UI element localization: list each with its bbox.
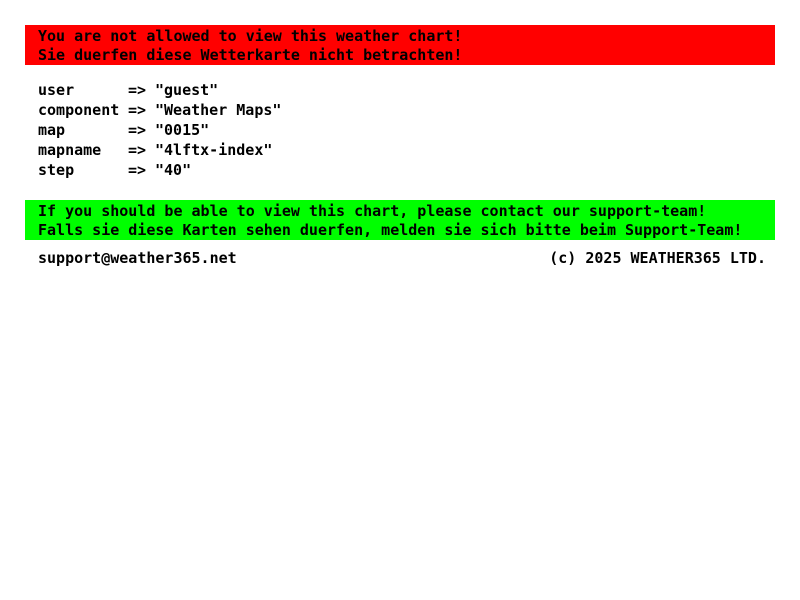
kv-row-mapname [38,140,281,160]
copyright-notice: (c) 2025 WEATHER365 LTD. [549,249,766,267]
denied-banner [25,25,775,65]
kv-row-step [38,160,281,180]
kv-value: "guest" [155,81,219,99]
request-details [38,80,281,180]
kv-arrow: => [128,101,147,119]
kv-row-component [38,100,281,120]
kv-row-user [38,80,281,100]
kv-arrow: => [128,121,147,139]
denied-message-en: You are not allowed to view this weather chart! [38,27,463,45]
kv-key: map [38,121,66,139]
kv-key: user [38,81,75,99]
support-message-de: Falls sie diese Karten sehen duerfen, melden sie sich bitte beim Support-Team! [38,221,743,239]
footer [38,248,766,268]
kv-key: mapname [38,141,102,159]
support-banner [25,200,775,240]
kv-key: step [38,161,75,179]
support-email: support@weather365.net [38,249,237,267]
support-message-en: If you should be able to view this chart, please contact our support-team! [38,202,707,220]
kv-value: "Weather Maps" [155,101,282,119]
kv-arrow: => [128,161,147,179]
kv-row-map [38,120,281,140]
kv-value: "4lftx-index" [155,141,273,159]
kv-value: "0015" [155,121,210,139]
kv-arrow: => [128,141,147,159]
kv-key: component [38,101,120,119]
denied-message-de: Sie duerfen diese Wetterkarte nicht betrachten! [38,46,463,64]
kv-arrow: => [128,81,147,99]
kv-value: "40" [155,161,192,179]
